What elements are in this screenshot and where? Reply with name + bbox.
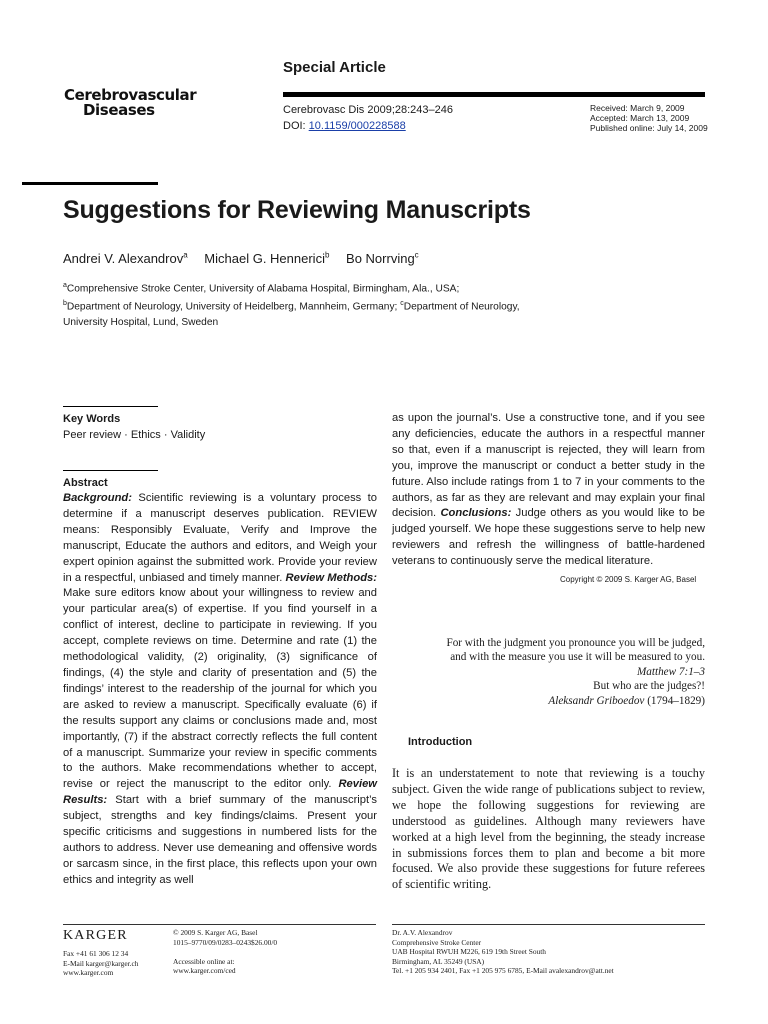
- article-title: Suggestions for Reviewing Manuscripts: [63, 196, 531, 224]
- epigraph-line-2: and with the measure you use it will be measured to you.: [450, 651, 705, 664]
- abstract-heading: Abstract: [63, 477, 108, 489]
- methods-text: Make sure editors know about your willingness to review and your particular area(s) of expertise. If you find yourself in a conflict of interest, decline to participate in reviewing. If you accept, complete reviews on time. Determine and rate (1) the methodological validity, (2) originality, (3) significance of findings, (4) the style and clarity of presentation and (5) the findings’ interest to the readership of the journal for which you are asked to review a manuscript. Specifically evaluate (6) if the results support any claims or conclusions made and, most importantly, (7) if the abstract correctly reflects the full content of a manuscript. Summarize your review in specific comments to the authors. Make recommendations whether to accept, revise or reject the manuscript to the editor only.: [63, 587, 377, 791]
- conclusions-text: Judge others as you would like to be judged yourself. We hope these suggestions serve to help new reviewers and refresh the willingness of battle-hardened veterans to continuously serve the medical literature.: [392, 507, 705, 568]
- footer-rule-right: [392, 924, 705, 925]
- affil-text: Department of Neurology, University of Heidelberg, Mannheim, Germany;: [66, 301, 401, 313]
- author-sup: b: [324, 251, 330, 260]
- abstract-continuation: [392, 411, 705, 570]
- dates-block: [590, 103, 708, 133]
- publisher-email: E-Mail karger@karger.ch: [63, 958, 139, 968]
- corr-line-3: Birmingham, AL 35249 (USA): [392, 956, 485, 966]
- accessible-label: Accessible online at:: [173, 956, 235, 966]
- author-1: [63, 251, 188, 266]
- epigraph-years: (1794–1829): [644, 694, 705, 707]
- introduction-text: It is an understatement to note that reviewing is a touchy subject. Given the wide range of publications subject to review, we hope the following suggestions for reviewing are understood as guidelines. Although many reviewers have worked at a high level from the beginning, the steady increase in submissions forces them to plan and become a bit more focused. We also provide these suggestions for future referees of scientific writing.: [392, 766, 705, 892]
- citation: Cerebrovasc Dis 2009;28:243–246: [283, 104, 454, 116]
- citation-block: [283, 102, 453, 134]
- affil-text: Comprehensive Stroke Center, University of Alabama Hospital, Birmingham, Ala., USA;: [66, 283, 460, 295]
- correspondence-block: [392, 928, 614, 976]
- corr-line-2: UAB Hospital RWUH M226, 619 19th Street South: [392, 947, 546, 957]
- epigraph-line-1: For with the judgment you pronounce you will be judged,: [446, 637, 705, 649]
- author-sup: c: [414, 251, 419, 260]
- keywords-heading: Key Words: [63, 413, 121, 425]
- publisher-fax: Fax +41 61 306 12 34: [63, 949, 129, 958]
- affiliations: [63, 278, 563, 330]
- results-label: Review Results:: [63, 778, 377, 807]
- doi-link[interactable]: 10.1159/000228588: [308, 120, 406, 132]
- introduction-heading: Introduction: [408, 736, 473, 748]
- author-3: [346, 251, 419, 266]
- doi-line: [283, 118, 453, 134]
- section-label: Special Article: [283, 59, 386, 76]
- footer-rule-left: [63, 924, 376, 925]
- accessible-url[interactable]: www.karger.com/ced: [173, 966, 236, 976]
- author-name: Andrei V. Alexandrov: [63, 251, 184, 267]
- abstract-rule: [63, 470, 158, 471]
- corr-name: Dr. A.V. Alexandrov: [392, 928, 453, 937]
- author-2: [204, 251, 329, 266]
- epigraph-source-text: Matthew 7:1–3: [636, 665, 705, 678]
- title-rule: [22, 182, 158, 185]
- author-list: [63, 251, 432, 266]
- copyright-block: [173, 928, 277, 976]
- affiliation-bc: [63, 296, 563, 314]
- footer-copyright: © 2009 S. Karger AG, Basel: [173, 928, 258, 937]
- results-continued: as upon the journal’s. Use a constructive tone, and if you see any deficiencies, educate the authors in a respectful manner so that, even if a manuscript is rejected, they will learn from you, improve the manuscript or conduct a better study in the future. Also include ratings from 1 to 7 in your comments to the authors, as far as they are relevant and may explain your final decision.: [392, 412, 705, 520]
- methods-label: Review Methods:: [285, 571, 378, 584]
- epigraph-author: Aleksandr Griboedov: [548, 694, 645, 707]
- background-text: Scientific reviewing is a voluntary process to determine if a manuscript deserves publication. REVIEW means: Responsibly Evaluate, Verify and Improve the manuscript, Educate the authors and editors, and Weigh your expert opinion against the submitted work. Provide your review in a respectful, unbiased and timely manner.: [63, 492, 377, 584]
- epigraph-source-2: [392, 694, 705, 708]
- affil-sup: a: [63, 282, 67, 289]
- header-rule: [283, 92, 705, 97]
- epigraph-line-3: But who are the judges?!: [593, 680, 705, 693]
- footer-issn: 1015–9770/09/0283–0243$26.00/0: [173, 937, 278, 947]
- journal-logo: [64, 88, 196, 118]
- keywords-rule: [63, 406, 158, 407]
- published-date: Published online: July 14, 2009: [590, 123, 708, 133]
- publisher-contact: [63, 949, 138, 978]
- author-name: Bo Norrving: [346, 251, 415, 267]
- epigraph-source-1: [392, 665, 705, 679]
- epigraph: [392, 636, 705, 708]
- received-date: Received: March 9, 2009: [590, 103, 685, 113]
- affiliation-c2: University Hospital, Lund, Sweden: [63, 316, 219, 328]
- affil-text: Department of Neurology,: [403, 301, 520, 313]
- author-sup: a: [183, 251, 188, 260]
- conclusions-label: Conclusions:: [440, 507, 512, 520]
- accepted-date: Accepted: March 13, 2009: [590, 113, 690, 123]
- abstract-body: [63, 491, 377, 889]
- author-name: Michael G. Hennerici: [204, 251, 325, 267]
- logo-line-1: Cerebrovascular: [64, 86, 197, 104]
- spacer: [173, 947, 277, 957]
- affil-sup: c: [400, 300, 404, 308]
- publisher-logo: KARGER: [63, 928, 128, 943]
- abstract-copyright: Copyright © 2009 S. Karger AG, Basel: [560, 575, 697, 584]
- results-text: Start with a brief summary of the manuscript’s subject, strengths and key findings/claims. Present your specific criticisms and suggestions in numbered lists for the authors to address. Never use demeaning and offensive words or sarcasm since, in the first place, this reflects upon your own ethics and integrity as well: [63, 794, 377, 886]
- corr-line-1: Comprehensive Stroke Center: [392, 937, 482, 947]
- doi-label: DOI:: [283, 120, 309, 132]
- affiliation-a: [63, 278, 563, 296]
- affil-sup: b: [63, 300, 67, 308]
- corr-line-4: Tel. +1 205 934 2401, Fax +1 205 975 6785, E-Mail avalexandrov@att.net: [392, 966, 614, 976]
- publisher-web: www.karger.com: [63, 968, 114, 978]
- logo-line-2: Diseases: [83, 101, 155, 119]
- keywords-text: Peer review · Ethics · Validity: [63, 429, 206, 441]
- background-label: Background:: [63, 492, 132, 504]
